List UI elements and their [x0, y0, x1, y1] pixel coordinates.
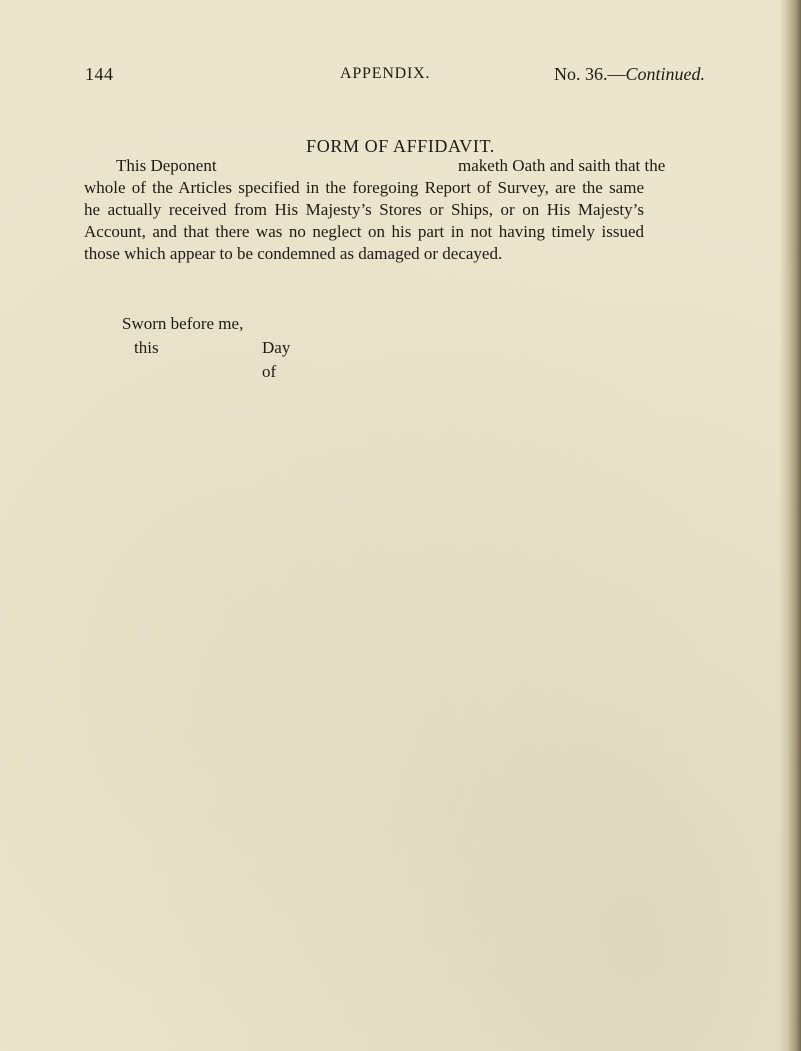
paragraph-line-3: he actually received from His Majesty’s Stores or Ships, or on His Majesty’s [84, 200, 644, 219]
sworn-before-me: Sworn before me, [122, 314, 244, 333]
day-of-label: Day of [262, 338, 291, 381]
paragraph-line-4: Account, and that there was no neglect on his part in not having timely issued [84, 222, 644, 241]
paragraph-line-2: whole of the Articles specified in the foregoing Report of Survey, are the same [84, 178, 644, 197]
page-number: 144 [85, 64, 114, 84]
paragraph-line-5: those which appear to be condemned as damaged or decayed. [84, 244, 503, 263]
running-title: APPENDIX. [340, 65, 431, 82]
page-header [85, 64, 705, 88]
date-line [122, 336, 291, 381]
deponent-label: This Deponent [116, 156, 217, 175]
this-label: this [134, 338, 159, 357]
continuation-italic: Continued. [625, 64, 705, 84]
sworn-block [122, 312, 291, 381]
page-edge-shadow [779, 0, 801, 1051]
continuation-label [554, 64, 705, 85]
form-title: FORM OF AFFIDAVIT. [306, 136, 495, 156]
continuation-prefix: No. 36.— [554, 64, 626, 84]
oath-text: maketh Oath and saith that the [458, 156, 666, 175]
